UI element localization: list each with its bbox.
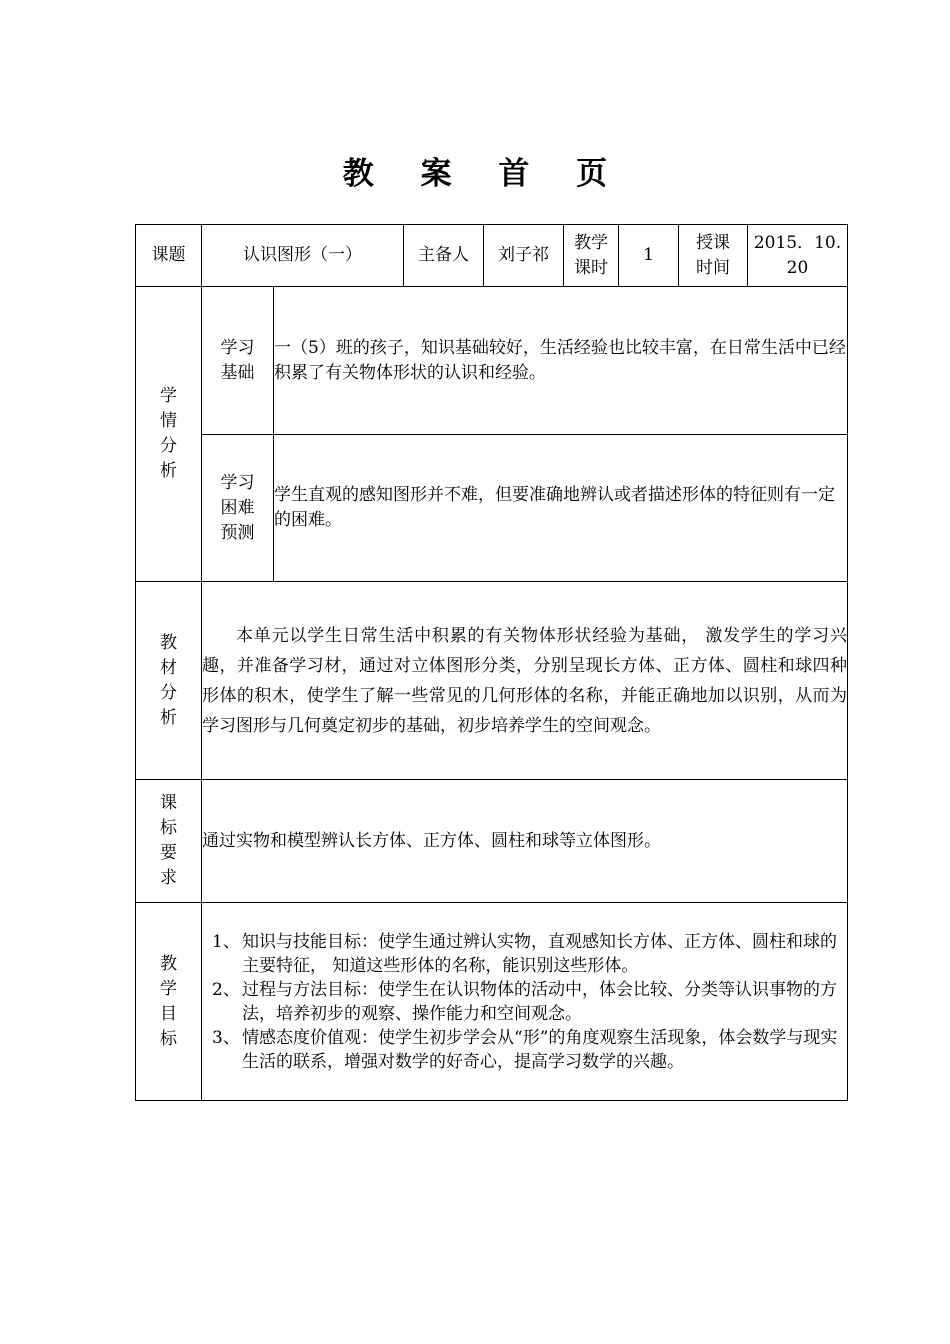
teaching-goals-row: [136, 903, 848, 1101]
teaching-hours-value: 1: [619, 225, 679, 287]
class-time-value-line2: 20: [786, 257, 809, 278]
label-char: 教: [160, 632, 177, 653]
student-analysis-label: [136, 287, 202, 582]
topic-label: 课题: [136, 225, 202, 287]
preparer-value: 刘子祁: [484, 225, 564, 287]
label-char: 要: [160, 843, 177, 863]
list-item-number: 1、: [212, 931, 240, 952]
learning-basis-label: [202, 287, 274, 435]
label-char: 学: [160, 978, 177, 999]
label-char: 情: [160, 411, 177, 431]
label-char: 教: [160, 953, 177, 974]
label-char: 课: [160, 793, 177, 813]
curriculum-requirements-text: 通过实物和模型辨认长方体、正方体、圆柱和球等立体图形。: [202, 780, 848, 903]
teaching-hours-label-line2: 课时: [574, 257, 608, 278]
list-item: [212, 978, 839, 1026]
label-char: 学: [160, 386, 177, 406]
preparer-label: 主备人: [404, 225, 484, 287]
learning-basis-row: [136, 287, 848, 435]
list-item-text: 过程与方法目标：使学生在认识物体的活动中，体会比较、分类等认识事物的方法，培养初步的观察、操作能力和空间观念。: [242, 979, 837, 1024]
textbook-analysis-text: 本单元以学生日常生活中积累的有关物体形状经验为基础， 激发学生的学习兴趣，并准备学习材，通过对立体图形分类，分别呈现长方体、正方体、圆柱和球四种形体的积木，使学生了解一些常见的几何形体的名称，并能正确地加以识别，从而为学习图形与几何奠定初步的基础，初步培养学生的空间观念。: [202, 582, 848, 780]
label-char: 材: [160, 657, 177, 678]
lesson-plan-table: [135, 224, 848, 1101]
textbook-analysis-label: [136, 582, 202, 780]
class-time-label-line2: 时间: [696, 257, 730, 278]
label-line: 困难: [220, 497, 255, 518]
teaching-hours-label: [564, 225, 619, 287]
textbook-analysis-row: [136, 582, 848, 780]
class-time-label-line1: 授课: [696, 232, 730, 253]
label-char: 析: [160, 461, 177, 481]
teaching-goals-label: [136, 903, 202, 1101]
teaching-goals-list: [202, 930, 847, 1074]
page-title: 教 案 首 页: [342, 156, 626, 192]
label-char: 析: [160, 707, 177, 728]
list-item-number: 3、: [212, 1027, 240, 1048]
list-item: [212, 930, 839, 978]
list-item: [212, 1026, 839, 1074]
learning-difficulty-row: [136, 435, 848, 582]
class-time-label: [679, 225, 748, 287]
label-line: 基础: [220, 362, 255, 383]
list-item-number: 2、: [212, 979, 240, 1000]
learning-basis-text: 一（5）班的孩子，知识基础较好，生活经验也比较丰富，在日常生活中已经积累了有关物体形状的认识和经验。: [274, 287, 848, 435]
curriculum-requirements-label: [136, 780, 202, 903]
learning-difficulty-label: [202, 435, 274, 582]
label-char: 标: [160, 1028, 177, 1049]
list-item-text: 情感态度价值观：使学生初步学会从“形”的角度观察生活现象，体会数学与现实生活的联系，增强对数学的好奇心，提高学习数学的兴趣。: [242, 1027, 838, 1072]
label-line: 学习: [220, 337, 255, 358]
teaching-goals-content: [202, 903, 848, 1101]
label-char: 标: [160, 818, 177, 838]
curriculum-requirements-row: [136, 780, 848, 903]
label-line: 预测: [220, 522, 255, 543]
label-char: 求: [160, 868, 177, 888]
label-char: 分: [160, 682, 177, 703]
teaching-hours-label-line1: 教学: [574, 232, 608, 253]
label-line: 学习: [220, 472, 255, 493]
topic-value: 认识图形（一）: [202, 225, 404, 287]
list-item-text: 知识与技能目标：使学生通过辨认实物，直观感知长方体、正方体、圆柱和球的主要特征， 知道这些形体的名称，能识别这些形体。: [242, 931, 837, 976]
header-row: [136, 225, 848, 287]
class-time-value-line1: 2015．10.: [753, 232, 842, 253]
class-time-value: [748, 225, 848, 287]
learning-difficulty-text: 学生直观的感知图形并不难，但要准确地辨认或者描述形体的特征则有一定的困难。: [274, 435, 848, 582]
label-char: 分: [160, 436, 177, 456]
label-char: 目: [160, 1003, 177, 1024]
